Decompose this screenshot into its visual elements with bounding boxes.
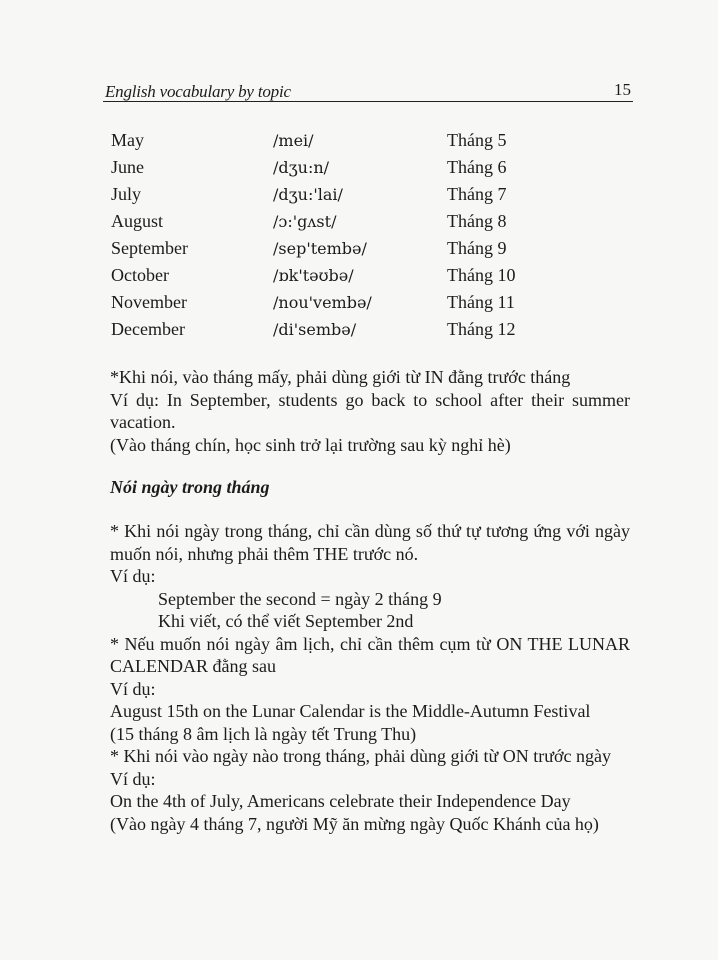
pronunciation: /dʒu:'lai/ xyxy=(273,185,343,204)
example-translation: (15 tháng 8 âm lịch là ngày tết Trung Thu) xyxy=(110,723,417,744)
english-word: October xyxy=(111,265,169,285)
vietnamese-meaning: Tháng 5 xyxy=(447,130,507,150)
example-label: Ví dụ: xyxy=(110,566,156,586)
english-word: May xyxy=(111,130,144,150)
vietnamese-meaning: Tháng 6 xyxy=(447,157,507,177)
english-word: August xyxy=(111,211,164,231)
section-heading: Nói ngày trong tháng xyxy=(110,477,270,497)
section-body xyxy=(110,520,630,835)
example-text: On the 4th of July, Americans celebrate their Independence Day xyxy=(110,791,571,811)
rule-paragraph: * Khi nói vào ngày nào trong tháng, phải dùng giới từ ON trước ngày xyxy=(110,746,611,766)
note-rule: *Khi nói, vào tháng mấy, phải dùng giới từ IN đằng trước tháng xyxy=(110,367,571,387)
english-word: September xyxy=(111,238,188,258)
english-word: July xyxy=(111,184,142,204)
page-header xyxy=(103,80,633,104)
example-text: August 15th on the Lunar Calendar is the Middle-Autumn Festival xyxy=(110,701,591,721)
page-number: 15 xyxy=(614,80,631,99)
note-example: Ví dụ: In September, students go back to school after their summer vacation. xyxy=(110,389,630,432)
example-text: Khi viết, có thể viết September 2nd xyxy=(158,611,414,631)
vietnamese-meaning: Tháng 10 xyxy=(447,265,516,285)
vietnamese-meaning: Tháng 7 xyxy=(447,184,507,204)
pronunciation: /mei/ xyxy=(273,131,314,150)
header-rule xyxy=(103,101,633,102)
pronunciation: /ɒk'təʊbə/ xyxy=(273,266,354,285)
example-label: Ví dụ: xyxy=(110,678,156,699)
vietnamese-meaning: Tháng 9 xyxy=(447,238,507,258)
english-word: June xyxy=(111,157,144,177)
pronunciation: /dʒu:n/ xyxy=(273,158,330,177)
vietnamese-meaning: Tháng 8 xyxy=(447,211,507,231)
note-translation: (Vào tháng chín, học sinh trở lại trường sau kỳ nghỉ hè) xyxy=(110,434,511,455)
vietnamese-meaning: Tháng 11 xyxy=(447,292,515,312)
example-translation: (Vào ngày 4 tháng 7, người Mỹ ăn mừng ngày Quốc Khánh của họ) xyxy=(110,813,599,834)
example-label: Ví dụ: xyxy=(110,768,156,789)
rule-paragraph: * Nếu muốn nói ngày âm lịch, chỉ cần thêm cụm từ ON THE LUNAR CALENDAR đằng sau xyxy=(110,633,630,676)
month-preposition-note xyxy=(110,366,630,456)
rule-paragraph: * Khi nói ngày trong tháng, chỉ cần dùng số thứ tự tương ứng với ngày muốn nói, nhưng phải thêm THE trước nó. xyxy=(110,521,630,564)
pronunciation: /nou'vembə/ xyxy=(273,293,372,312)
pronunciation: /ɔ:'gʌst/ xyxy=(273,212,337,231)
vietnamese-meaning: Tháng 12 xyxy=(447,319,516,339)
pronunciation: /di'sembə/ xyxy=(273,320,357,339)
example-text: September the second = ngày 2 tháng 9 xyxy=(158,588,442,609)
english-word: November xyxy=(111,292,187,312)
english-word: December xyxy=(111,319,185,339)
header-title: English vocabulary by topic xyxy=(105,82,291,101)
pronunciation: /sep'tembə/ xyxy=(273,239,367,258)
